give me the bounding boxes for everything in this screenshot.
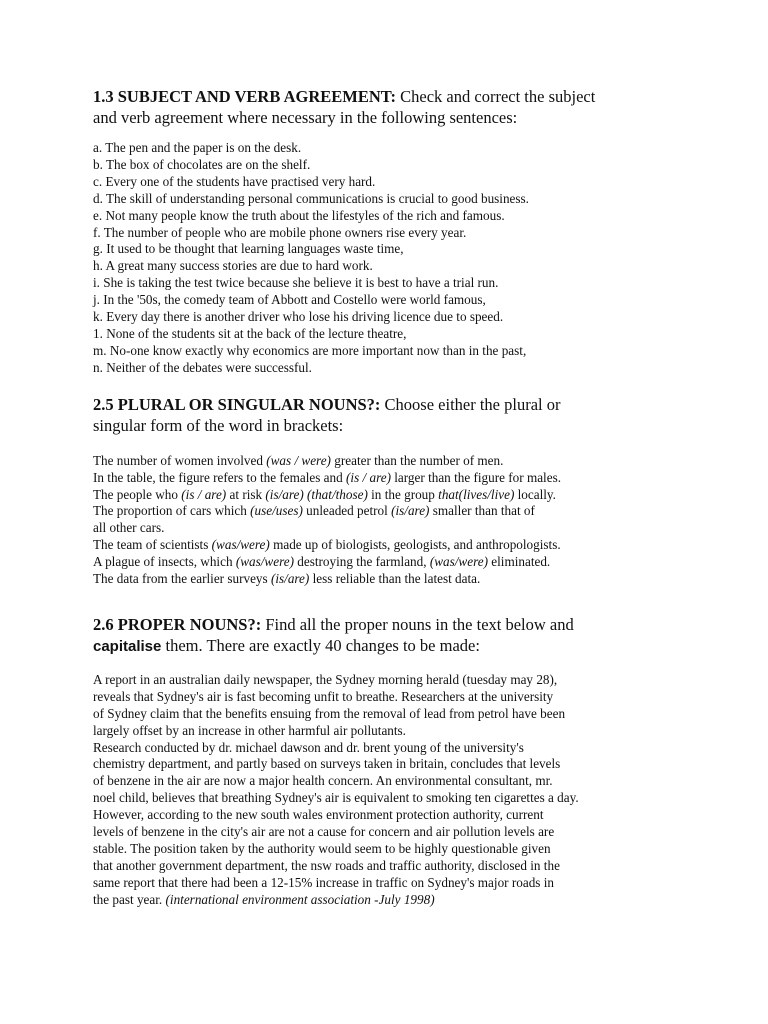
sentence-item: g. It used to be thought that learning languages waste time, — [93, 241, 404, 257]
section-2-instruction: Choose either the plural or — [380, 394, 561, 414]
passage-line: same report that there had been a 12-15% increase in traffic on Sydney's major roads in — [93, 874, 554, 890]
section-2-line — [93, 571, 693, 588]
passage-line: largely offset by an increase in other harmful air pollutants. — [93, 722, 406, 738]
document-page — [93, 86, 693, 909]
section-3-passage — [93, 672, 693, 892]
choice: (was / were) — [266, 452, 331, 468]
section-1-heading — [93, 86, 693, 128]
passage-line: of Sydney claim that the benefits ensuing from the removal of lead from petrol have been — [93, 705, 566, 721]
passage-line: that another government department, the nsw roads and traffic authority, disclosed in the — [93, 857, 560, 873]
section-2-line — [93, 503, 693, 520]
passage-line: of benzene in the air are now a major health concern. An environmental consultant, mr. — [93, 773, 553, 789]
section-2-line — [93, 537, 693, 554]
text: made up of biologists, geologists, and anthropologists. — [269, 537, 561, 553]
capitalise-word: capitalise — [93, 637, 162, 655]
text: In the table, the figure refers to the females and — [93, 469, 347, 485]
section-2-line — [93, 487, 693, 504]
sentence-item: j. In the '50s, the comedy team of Abbott and Costello were world famous, — [93, 292, 486, 308]
choice: (is / are) — [346, 469, 391, 485]
sentence-item: f. The number of people who are mobile phone owners rise every year. — [93, 224, 467, 240]
choice: (was/were) — [429, 554, 488, 570]
choice: (was/were) — [211, 537, 270, 553]
sentence-item: m. No-one know exactly why economics are more important now than in the past, — [93, 342, 527, 358]
passage-line: Research conducted by dr. michael dawson and dr. brent young of the university's — [93, 739, 524, 755]
sentence-item: i. She is taking the test twice because she believe it is best to have a trial run. — [93, 275, 499, 291]
section-1-instruction-line2: and verb agreement where necessary in the following sentences: — [93, 108, 518, 127]
choice: (is/are) — [391, 503, 430, 519]
passage-line: noel child, believes that breathing Sydney's air is equivalent to smoking ten cigarettes a day. — [93, 790, 579, 806]
section-3-title: 2.6 PROPER NOUNS?: — [93, 614, 262, 634]
text: locally. — [514, 486, 556, 502]
text: The team of scientists — [93, 537, 212, 553]
sentence-item: 1. None of the students sit at the back of the lecture theatre, — [93, 325, 407, 341]
text: smaller than that of — [429, 503, 535, 519]
passage-line: chemistry department, and partly based on surveys taken in britain, concludes that levels — [93, 756, 561, 772]
choice: (use/uses) — [250, 503, 303, 519]
choice: (is/are) — [270, 571, 310, 587]
passage-line: levels of benzene in the city's air are not a cause for concern and air pollution levels are — [93, 824, 555, 840]
text: less reliable than the latest data. — [309, 571, 481, 587]
choice: (is/are) (that/those) — [265, 486, 368, 502]
section-2-line — [93, 554, 693, 571]
choice: (was/were) — [235, 554, 294, 570]
passage-line: However, according to the new south wales environment protection authority, current — [93, 807, 544, 823]
section-3-instruction: Find all the proper nouns in the text below and — [261, 614, 574, 634]
passage-line: A report in an australian daily newspaper, the Sydney morning herald (tuesday may 28), — [93, 671, 558, 687]
section-3-instruction-line2: them. There are exactly 40 changes to be made: — [161, 635, 480, 655]
section-2-line: all other cars. — [93, 520, 165, 536]
passage-line: stable. The position taken by the authority would seem to be highly questionable given — [93, 841, 551, 856]
text: The data from the earlier surveys — [93, 571, 271, 587]
passage-line: reveals that Sydney's air is fast becoming unfit to breathe. Researchers at the university — [93, 688, 554, 704]
sentence-item: d. The skill of understanding personal communications is crucial to good business. — [93, 190, 529, 206]
text: at risk — [226, 486, 266, 502]
choice: that(lives/live) — [438, 486, 515, 502]
sentence-item: h. A great many success stories are due to hard work. — [93, 258, 373, 274]
text: greater than the number of men. — [330, 452, 504, 468]
section-2-line — [93, 470, 693, 487]
section-2-sentence-list — [93, 453, 693, 588]
section-2-heading — [93, 394, 693, 436]
section-1-title: 1.3 SUBJECT AND VERB AGREEMENT: — [93, 87, 397, 106]
section-2-line — [93, 453, 693, 470]
sentence-item: e. Not many people know the truth about the lifestyles of the rich and famous. — [93, 207, 505, 223]
sentence-item: b. The box of chocolates are on the shelf. — [93, 156, 311, 172]
sentence-item: a. The pen and the paper is on the desk. — [93, 140, 302, 155]
text: larger than the figure for males. — [390, 469, 561, 485]
passage-citation: (international environment association -July 1998) — [165, 891, 435, 907]
sentence-item: c. Every one of the students have practised very hard. — [93, 173, 376, 189]
section-1-sentence-list — [93, 140, 693, 377]
text: The number of women involved — [93, 452, 267, 468]
passage-text: the past year. — [93, 891, 166, 907]
choice: (is / are) — [181, 486, 227, 502]
text: The proportion of cars which — [93, 503, 251, 519]
text: eliminated. — [487, 554, 551, 570]
text: unleaded petrol — [302, 503, 392, 519]
text: A plague of insects, which — [93, 554, 236, 570]
sentence-item: k. Every day there is another driver who lose his driving licence due to speed. — [93, 309, 504, 325]
text: destroying the farmland, — [293, 554, 430, 570]
section-2-instruction-line2: singular form of the word in brackets: — [93, 415, 344, 435]
text: The people who — [93, 486, 182, 502]
section-1-instruction: Check and correct the subject — [396, 87, 596, 106]
sentence-item: n. Neither of the debates were successful. — [93, 359, 312, 375]
section-2-title: 2.5 PLURAL OR SINGULAR NOUNS?: — [93, 394, 381, 414]
text: in the group — [367, 486, 439, 502]
section-3-heading — [93, 614, 693, 657]
section-3-last-line — [93, 892, 693, 909]
